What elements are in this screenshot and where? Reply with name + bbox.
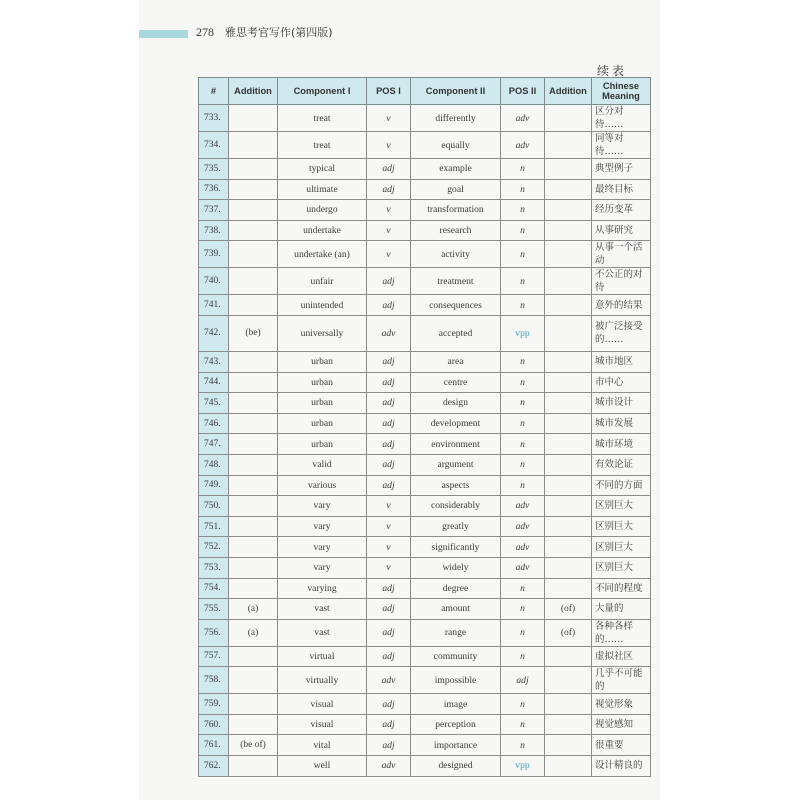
- chinese-meaning: 被广泛接受的……: [592, 315, 651, 351]
- addition-before: [229, 578, 278, 599]
- pos-1: adj: [367, 159, 411, 180]
- component-2: aspects: [411, 475, 501, 496]
- component-2: goal: [411, 179, 501, 200]
- table-row: [199, 179, 651, 200]
- page-number: 278: [196, 25, 214, 39]
- addition-after: [545, 179, 592, 200]
- table-row: [199, 372, 651, 393]
- pos-1: adj: [367, 393, 411, 414]
- component-1: universally: [278, 315, 367, 351]
- addition-after: [545, 413, 592, 434]
- row-number: 762.: [199, 756, 229, 777]
- component-2: considerably: [411, 496, 501, 517]
- pos-2: n: [501, 599, 545, 620]
- row-number: 756.: [199, 619, 229, 646]
- addition-before: [229, 557, 278, 578]
- addition-before: (be): [229, 315, 278, 351]
- row-number: 759.: [199, 694, 229, 715]
- pos-2: adj: [501, 667, 545, 694]
- component-2: argument: [411, 454, 501, 475]
- pos-2: n: [501, 475, 545, 496]
- addition-before: [229, 454, 278, 475]
- component-2: design: [411, 393, 501, 414]
- row-number: 739.: [199, 241, 229, 268]
- chinese-meaning: 不同的程度: [592, 578, 651, 599]
- pos-1: adj: [367, 646, 411, 667]
- pos-2: n: [501, 268, 545, 295]
- component-2: significantly: [411, 537, 501, 558]
- chinese-meaning: 城市环境: [592, 434, 651, 455]
- pos-1: v: [367, 516, 411, 537]
- row-number: 751.: [199, 516, 229, 537]
- chinese-meaning: 大量的: [592, 599, 651, 620]
- chinese-meaning: 不同的方面: [592, 475, 651, 496]
- component-2: differently: [411, 105, 501, 132]
- table-row: [199, 599, 651, 620]
- pos-1: adj: [367, 619, 411, 646]
- pos-2: n: [501, 454, 545, 475]
- addition-after: [545, 132, 592, 159]
- col-header-pos-1: POS I: [367, 78, 411, 105]
- row-number: 736.: [199, 179, 229, 200]
- table-row: [199, 241, 651, 268]
- addition-before: [229, 434, 278, 455]
- chinese-meaning: 区别巨大: [592, 537, 651, 558]
- component-2: perception: [411, 714, 501, 735]
- component-1: urban: [278, 434, 367, 455]
- col-header-number: #: [199, 78, 229, 105]
- table-row: [199, 105, 651, 132]
- table-row: [199, 351, 651, 372]
- chinese-meaning: 区别巨大: [592, 496, 651, 517]
- table-row: [199, 475, 651, 496]
- addition-before: [229, 496, 278, 517]
- component-1: urban: [278, 351, 367, 372]
- pos-1: adj: [367, 475, 411, 496]
- pos-1: v: [367, 132, 411, 159]
- addition-before: [229, 159, 278, 180]
- page-margin-left: [0, 0, 139, 800]
- pos-1: adv: [367, 756, 411, 777]
- collocation-table: [198, 77, 651, 777]
- pos-2: n: [501, 694, 545, 715]
- component-1: vary: [278, 496, 367, 517]
- pos-2: adv: [501, 496, 545, 517]
- table-row: [199, 268, 651, 295]
- component-1: undergo: [278, 200, 367, 221]
- addition-after: [545, 393, 592, 414]
- addition-before: [229, 646, 278, 667]
- chinese-meaning: 从事一个活动: [592, 241, 651, 268]
- addition-before: [229, 714, 278, 735]
- row-number: 758.: [199, 667, 229, 694]
- table-row: [199, 413, 651, 434]
- component-2: amount: [411, 599, 501, 620]
- table-row: [199, 132, 651, 159]
- addition-before: [229, 220, 278, 241]
- chinese-meaning: 虚拟社区: [592, 646, 651, 667]
- table-row: [199, 295, 651, 316]
- page-margin-right: [660, 0, 800, 800]
- addition-before: (be of): [229, 735, 278, 756]
- pos-2: adv: [501, 516, 545, 537]
- pos-1: adj: [367, 578, 411, 599]
- row-number: 737.: [199, 200, 229, 221]
- row-number: 748.: [199, 454, 229, 475]
- addition-after: [545, 105, 592, 132]
- pos-2: vpp: [501, 315, 545, 351]
- table-row: [199, 220, 651, 241]
- addition-before: [229, 179, 278, 200]
- col-header-addition: Addition: [229, 78, 278, 105]
- component-1: treat: [278, 132, 367, 159]
- chinese-meaning: 区别巨大: [592, 516, 651, 537]
- table-row: [199, 537, 651, 558]
- addition-before: [229, 393, 278, 414]
- chinese-meaning: 最终目标: [592, 179, 651, 200]
- addition-before: [229, 351, 278, 372]
- addition-before: [229, 667, 278, 694]
- pos-1: adj: [367, 434, 411, 455]
- row-number: 735.: [199, 159, 229, 180]
- pos-1: adj: [367, 454, 411, 475]
- table-header-row: [199, 78, 651, 105]
- chinese-meaning: 经历变革: [592, 200, 651, 221]
- continued-label: 续表: [597, 64, 628, 78]
- row-number: 747.: [199, 434, 229, 455]
- pos-2: vpp: [501, 756, 545, 777]
- addition-after: [545, 537, 592, 558]
- pos-1: adv: [367, 315, 411, 351]
- addition-before: [229, 241, 278, 268]
- addition-before: [229, 268, 278, 295]
- col-header-addition-2: Addition: [545, 78, 592, 105]
- component-1: various: [278, 475, 367, 496]
- component-1: undertake: [278, 220, 367, 241]
- component-2: activity: [411, 241, 501, 268]
- pos-2: n: [501, 434, 545, 455]
- chinese-meaning: 各种各样的……: [592, 619, 651, 646]
- pos-2: n: [501, 393, 545, 414]
- pos-1: v: [367, 537, 411, 558]
- table-row: [199, 557, 651, 578]
- pos-1: adj: [367, 351, 411, 372]
- row-number: 746.: [199, 413, 229, 434]
- addition-after: [545, 496, 592, 517]
- chinese-meaning: 视觉形象: [592, 694, 651, 715]
- component-2: accepted: [411, 315, 501, 351]
- chinese-meaning: 设计精良的: [592, 756, 651, 777]
- pos-2: n: [501, 714, 545, 735]
- pos-2: n: [501, 351, 545, 372]
- row-number: 733.: [199, 105, 229, 132]
- addition-before: [229, 694, 278, 715]
- chinese-meaning: 几乎不可能的: [592, 667, 651, 694]
- addition-before: [229, 132, 278, 159]
- pos-2: n: [501, 413, 545, 434]
- table-row: [199, 578, 651, 599]
- row-number: 761.: [199, 735, 229, 756]
- pos-2: adv: [501, 105, 545, 132]
- row-number: 743.: [199, 351, 229, 372]
- addition-after: [545, 714, 592, 735]
- pos-2: n: [501, 200, 545, 221]
- table-row: [199, 200, 651, 221]
- chinese-meaning: 区分对待……: [592, 105, 651, 132]
- component-2: range: [411, 619, 501, 646]
- chinese-meaning: 意外的结果: [592, 295, 651, 316]
- addition-before: [229, 756, 278, 777]
- pos-1: adj: [367, 179, 411, 200]
- component-1: urban: [278, 413, 367, 434]
- pos-2: n: [501, 619, 545, 646]
- table-row: [199, 756, 651, 777]
- addition-before: [229, 105, 278, 132]
- addition-after: [545, 241, 592, 268]
- row-number: 740.: [199, 268, 229, 295]
- pos-1: v: [367, 105, 411, 132]
- chinese-meaning: 同等对待……: [592, 132, 651, 159]
- pos-1: v: [367, 200, 411, 221]
- component-1: virtual: [278, 646, 367, 667]
- addition-after: [545, 295, 592, 316]
- pos-2: n: [501, 372, 545, 393]
- addition-after: [545, 735, 592, 756]
- component-2: image: [411, 694, 501, 715]
- component-2: community: [411, 646, 501, 667]
- pos-1: v: [367, 496, 411, 517]
- chinese-meaning: 城市设计: [592, 393, 651, 414]
- pos-1: adj: [367, 268, 411, 295]
- table-row: [199, 496, 651, 517]
- row-number: 753.: [199, 557, 229, 578]
- pos-2: n: [501, 295, 545, 316]
- table-row: [199, 619, 651, 646]
- addition-after: [545, 516, 592, 537]
- table-row: [199, 646, 651, 667]
- component-2: greatly: [411, 516, 501, 537]
- component-1: valid: [278, 454, 367, 475]
- component-1: urban: [278, 393, 367, 414]
- table-row: [199, 735, 651, 756]
- chinese-meaning: 市中心: [592, 372, 651, 393]
- chinese-meaning: 从事研究: [592, 220, 651, 241]
- table-row: [199, 667, 651, 694]
- pos-1: adj: [367, 295, 411, 316]
- component-1: vital: [278, 735, 367, 756]
- addition-after: [545, 372, 592, 393]
- component-1: ultimate: [278, 179, 367, 200]
- addition-before: [229, 295, 278, 316]
- pos-1: v: [367, 241, 411, 268]
- chinese-meaning: 城市地区: [592, 351, 651, 372]
- col-header-component-2: Component II: [411, 78, 501, 105]
- component-1: vast: [278, 619, 367, 646]
- pos-2: n: [501, 735, 545, 756]
- component-1: virtually: [278, 667, 367, 694]
- pos-2: n: [501, 578, 545, 599]
- table-row: [199, 714, 651, 735]
- chinese-meaning: 区别巨大: [592, 557, 651, 578]
- pos-2: adv: [501, 537, 545, 558]
- chinese-meaning: 视觉感知: [592, 714, 651, 735]
- chinese-meaning: 不公正的对待: [592, 268, 651, 295]
- component-1: vast: [278, 599, 367, 620]
- addition-after: [545, 475, 592, 496]
- pos-1: adj: [367, 714, 411, 735]
- pos-2: n: [501, 179, 545, 200]
- addition-after: [545, 268, 592, 295]
- addition-after: [545, 557, 592, 578]
- pos-2: n: [501, 159, 545, 180]
- component-1: vary: [278, 516, 367, 537]
- chinese-meaning: 很重要: [592, 735, 651, 756]
- row-number: 755.: [199, 599, 229, 620]
- row-number: 749.: [199, 475, 229, 496]
- addition-after: [545, 454, 592, 475]
- addition-before: (a): [229, 599, 278, 620]
- pos-1: adj: [367, 372, 411, 393]
- table-row: [199, 159, 651, 180]
- addition-after: [545, 200, 592, 221]
- row-number: 752.: [199, 537, 229, 558]
- table-row: [199, 516, 651, 537]
- component-2: equally: [411, 132, 501, 159]
- chinese-meaning: 城市发展: [592, 413, 651, 434]
- addition-before: [229, 200, 278, 221]
- header-accent-bar: [139, 30, 188, 38]
- addition-before: [229, 475, 278, 496]
- addition-after: [545, 578, 592, 599]
- pos-1: adv: [367, 667, 411, 694]
- component-2: area: [411, 351, 501, 372]
- addition-after: [545, 694, 592, 715]
- pos-2: n: [501, 220, 545, 241]
- row-number: 742.: [199, 315, 229, 351]
- component-2: research: [411, 220, 501, 241]
- component-1: urban: [278, 372, 367, 393]
- addition-after: [545, 667, 592, 694]
- component-2: environment: [411, 434, 501, 455]
- pos-1: v: [367, 557, 411, 578]
- pos-1: adj: [367, 599, 411, 620]
- col-header-pos-2: POS II: [501, 78, 545, 105]
- component-1: undertake (an): [278, 241, 367, 268]
- pos-2: adv: [501, 557, 545, 578]
- book-title: 雅思考官写作(第四版): [225, 26, 333, 39]
- pos-2: n: [501, 646, 545, 667]
- table-row: [199, 315, 651, 351]
- pos-1: v: [367, 220, 411, 241]
- addition-before: [229, 372, 278, 393]
- addition-before: [229, 516, 278, 537]
- row-number: 734.: [199, 132, 229, 159]
- row-number: 745.: [199, 393, 229, 414]
- component-2: designed: [411, 756, 501, 777]
- pos-1: adj: [367, 413, 411, 434]
- component-2: example: [411, 159, 501, 180]
- component-2: transformation: [411, 200, 501, 221]
- chinese-meaning: 典型例子: [592, 159, 651, 180]
- row-number: 750.: [199, 496, 229, 517]
- col-header-chinese-meaning: Chinese Meaning: [592, 78, 651, 105]
- addition-before: [229, 537, 278, 558]
- row-number: 741.: [199, 295, 229, 316]
- addition-after: [545, 220, 592, 241]
- table-row: [199, 454, 651, 475]
- addition-before: (a): [229, 619, 278, 646]
- component-2: degree: [411, 578, 501, 599]
- component-1: varying: [278, 578, 367, 599]
- running-header: [196, 24, 333, 40]
- component-1: visual: [278, 714, 367, 735]
- row-number: 757.: [199, 646, 229, 667]
- col-header-component-1: Component I: [278, 78, 367, 105]
- addition-after: (of): [545, 599, 592, 620]
- component-2: development: [411, 413, 501, 434]
- component-1: unfair: [278, 268, 367, 295]
- row-number: 738.: [199, 220, 229, 241]
- pos-2: n: [501, 241, 545, 268]
- component-1: vary: [278, 557, 367, 578]
- table-row: [199, 434, 651, 455]
- component-2: impossible: [411, 667, 501, 694]
- component-1: well: [278, 756, 367, 777]
- component-2: widely: [411, 557, 501, 578]
- component-1: typical: [278, 159, 367, 180]
- component-1: treat: [278, 105, 367, 132]
- component-1: unintended: [278, 295, 367, 316]
- addition-after: [545, 434, 592, 455]
- addition-after: [545, 315, 592, 351]
- table-row: [199, 393, 651, 414]
- component-1: visual: [278, 694, 367, 715]
- addition-after: (of): [545, 619, 592, 646]
- component-2: centre: [411, 372, 501, 393]
- addition-after: [545, 351, 592, 372]
- row-number: 754.: [199, 578, 229, 599]
- table-row: [199, 694, 651, 715]
- row-number: 744.: [199, 372, 229, 393]
- component-1: vary: [278, 537, 367, 558]
- component-2: consequences: [411, 295, 501, 316]
- row-number: 760.: [199, 714, 229, 735]
- pos-1: adj: [367, 694, 411, 715]
- addition-after: [545, 756, 592, 777]
- chinese-meaning: 有效论证: [592, 454, 651, 475]
- addition-after: [545, 159, 592, 180]
- pos-2: adv: [501, 132, 545, 159]
- pos-1: adj: [367, 735, 411, 756]
- addition-before: [229, 413, 278, 434]
- addition-after: [545, 646, 592, 667]
- component-2: treatment: [411, 268, 501, 295]
- component-2: importance: [411, 735, 501, 756]
